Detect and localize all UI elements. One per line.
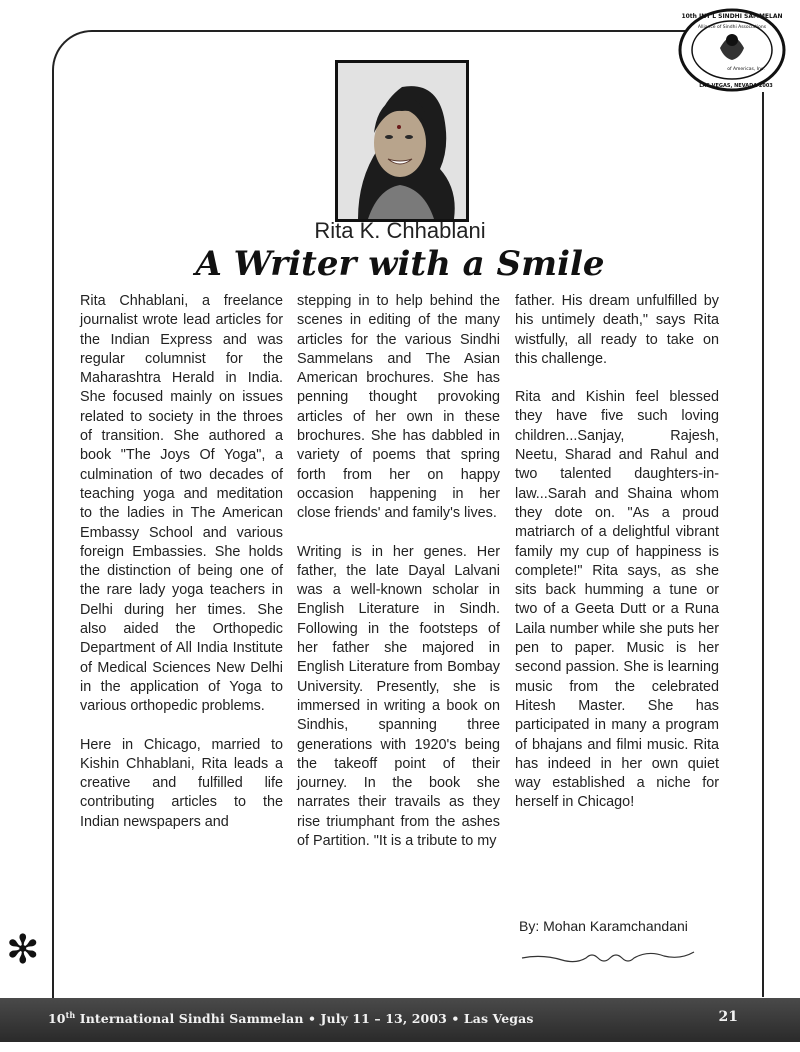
article-column-3 bbox=[515, 292, 719, 832]
sammelan-seal-logo bbox=[676, 4, 788, 100]
paragraph: stepping in to help behind the scenes in editing of the many articles for the various Sindhi Sammelans and The Asian American brochures. She has penning thought provoking articles of her own in these brochures. She has dabbled in variety of poems that spring forth from her on happy occasion happening in her close friends' and family's lives. bbox=[297, 293, 500, 522]
author-portrait-photo bbox=[335, 60, 469, 222]
svg-text:10th INT'L SINDHI SAMMELAN: 10th INT'L SINDHI SAMMELAN bbox=[681, 13, 783, 20]
article-column-1 bbox=[80, 292, 283, 851]
article-column-2 bbox=[297, 292, 500, 870]
svg-text:of Americas, Inc.: of Americas, Inc. bbox=[727, 67, 765, 72]
footer-bar bbox=[0, 998, 800, 1042]
footer-edition: 10 bbox=[48, 1011, 66, 1027]
byline: By: Mohan Karamchandani bbox=[519, 918, 688, 934]
svg-text:Alliance of Sindhi Association: Alliance of Sindhi Associations bbox=[697, 25, 767, 30]
paragraph: father. His dream unfulfilled by his untimely death," says Rita wistfully, all ready to take on this challenge. bbox=[515, 293, 719, 367]
paragraph: Here in Chicago, married to Kishin Chhablani, Rita leads a creative and fulfilled life contributing articles to the Indian newspapers and bbox=[80, 736, 283, 830]
paragraph: Rita Chhablani, a freelance journalist wrote lead articles for the Indian Express and was regular columnist for the Maharashtra Herald in India. She focused mainly on issues related to society in the throes of transition. She authored a book "The Joys Of Yoga", a culmination of two decades of teaching yoga and meditation to the ladies in The American Embassy School and various foreign Embassies. She holds the distinction of being one of the rare lady yoga teachers in Delhi during her times. She also aided the Orthopedic Department of All India Institute of Medical Sciences New Delhi in the application of Yoga to various orthopedic problems. bbox=[80, 293, 283, 715]
footer-event-text bbox=[48, 1010, 533, 1026]
footer-edition-suffix: th bbox=[65, 1010, 76, 1020]
paragraph: Rita and Kishin feel blessed they have five such loving children...Sanjay, Rajesh, Neetu, Sharad and Rahul and two talented daughters-in- law...Sarah and Shaina whom they dote on. "As a proud matriarch of a delightful vibrant family my cup of happiness is complete!" Rita says, as she sits back humming a tune or two of a Geeta Dutt or a Runa Laila number while she puts her pen to paper. Music is her second passion. She is learning music from the celebrated Hitesh Master. She has participated in many a program of bhajans and filmi music. Rita has indeed in her own quiet way established a niche for herself in Chicago! bbox=[515, 389, 719, 811]
paragraph: Writing is in her genes. Her father, the late Dayal Lalvani was a well-known scholar in English Literature in Sindh. Following in the footsteps of her father she majored in English Literature from Bombay University. Presently, she is immersed in writing a book on Sindhis, spanning three generations with 1920's being the takeoff point of their journey. In the book she narrates their travails as they rise triumphant from the ashes of Partition. "It is a tribute to my bbox=[297, 543, 500, 850]
asterisk-marker-icon: ✻ bbox=[6, 927, 40, 973]
page-number: 21 bbox=[718, 1009, 738, 1025]
author-name: Rita K. Chhablani bbox=[314, 218, 486, 243]
svg-text:LAS VEGAS, NEVADA 2003: LAS VEGAS, NEVADA 2003 bbox=[699, 83, 773, 89]
footer-event: International Sindhi Sammelan • July 11 – 13, 2003 • Las Vegas bbox=[75, 1011, 534, 1027]
article-title: A Writer with a Smile bbox=[195, 244, 605, 284]
decorative-flourish-icon bbox=[520, 944, 700, 970]
